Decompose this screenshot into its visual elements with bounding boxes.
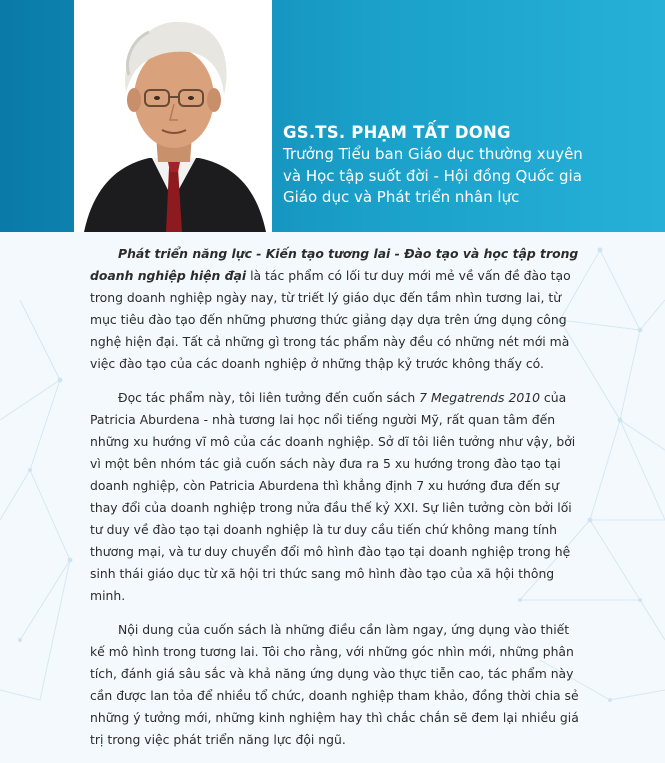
paragraph-2 — [90, 387, 582, 607]
portrait-photo-icon — [74, 0, 272, 232]
portrait-photo — [74, 0, 272, 232]
paragraph-3: Nội dung của cuốn sách là những điều cần làm ngay, ứng dụng vào thiết kế mô hình trong tương lai. Tôi cho rằng, với những góc nhìn mới, những phân tích, đánh giá sâu sắc và khả năng ứng dụng vào thực tiễn cao, tác phẩm này cần được lan tỏa để nhiều tổ chức, doanh nghiệp tham khảo, đồng thời chia sẻ những ý tưởng mới, những kinh nghiệm hay thì chắc chắn sẽ đem lại nhiều giá trị trong việc phát triển năng lực đội ngũ. — [90, 622, 579, 747]
author-role-line-2: và Học tập suốt đời - Hội đồng Quốc gia — [283, 166, 582, 185]
author-role-line-1: Trưởng Tiểu ban Giáo dục thường xuyên — [283, 145, 583, 163]
header-banner — [0, 0, 665, 232]
megatrends-book-title: 7 Megatrends 2010 — [419, 390, 540, 405]
paragraph-1 — [90, 243, 582, 375]
paragraph-2-start: Đọc tác phẩm này, tôi liên tưởng đến cuốn sách — [118, 390, 420, 405]
book-title-lead: Phát triển năng lực - Kiến tạo tương lai - Đào tạo và học tập trong doanh nghiệp hiện đại — [90, 246, 579, 283]
paragraph-1-text: là tác phẩm có lối tư duy mới mẻ về vấn đề đào tạo trong doanh nghiệp ngày nay, từ triết lý giáo dục đến tầm nhìn tương lai, từ mục tiêu đào tạo đến những phương thức giảng dạy dựa trên ứng dụng công nghệ hiện đại. Tất cả những gì trong tác phẩm này đều có những nét mới mà việc đào tạo của các doanh nghiệp ở những thập kỷ trước không thấy có. — [90, 268, 571, 371]
author-name: GS.TS. PHẠM TẤT DONG — [283, 123, 511, 142]
author-role-line-3: Giáo dục và Phát triển nhân lực — [283, 188, 520, 206]
paragraph-2-text: của Patricia Aburdena - nhà tương lai học nổi tiếng người Mỹ, rất quan tâm đến những xu hướng vĩ mô của các doanh nghiệp. Sở dĩ tôi liên tưởng như vậy, bởi vì một bên nhóm tác giả cuốn sách này đưa ra 5 xu hướng trong đào tạo tại doanh nghiệp, còn Patricia Aburdena thì khẳng định 7 xu hướng đưa đến sự thay đổi của doanh nghiệp trong nửa đầu thế kỷ XXI. Sự liên tưởng còn bởi lối tư duy về đào tạo tại doanh nghiệp là tư duy cầu tiến chứ không mang tính thương mại, và tư duy chuyển đổi mô hình đào tạo tại doanh nghiệp trong hệ sinh thái giáo dục từ xã hội tri thức sang mô hình đào tạo của xã hội thông minh. — [90, 390, 576, 603]
author-heading — [283, 122, 658, 209]
article-body — [90, 243, 582, 763]
